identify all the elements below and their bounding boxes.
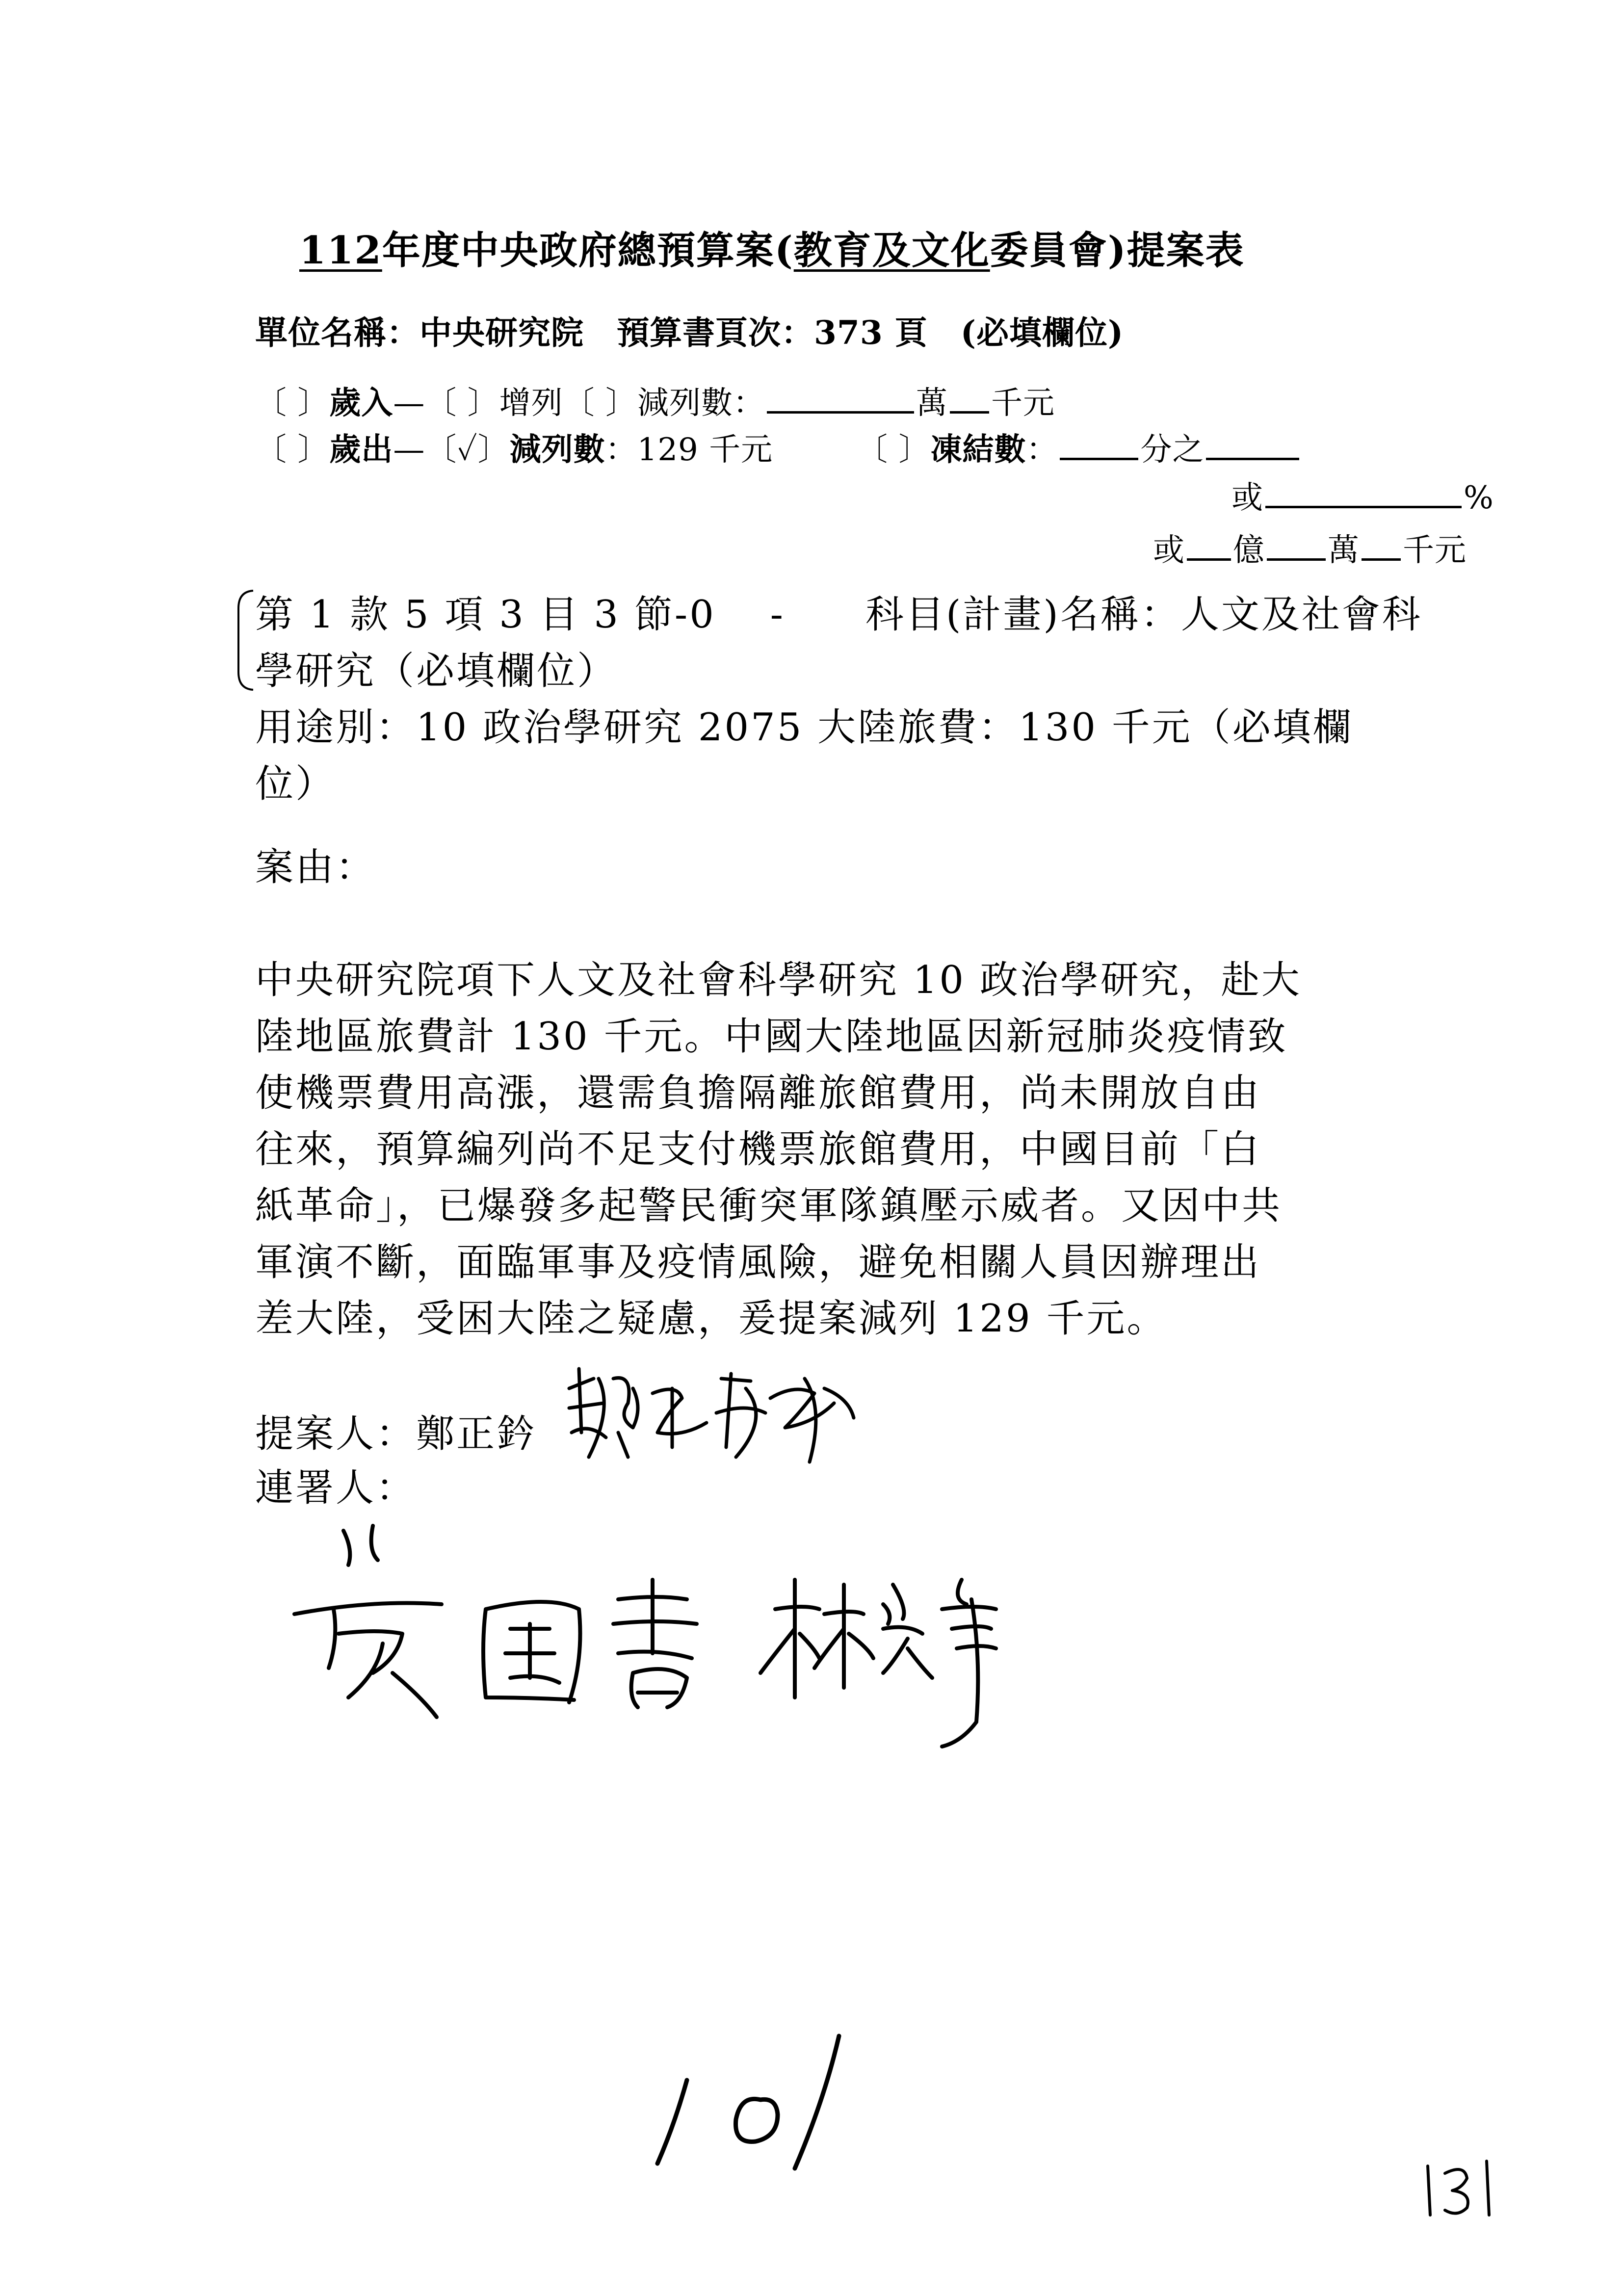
title-part2: 委員會)提案表	[990, 228, 1245, 273]
reduce-label: 減列數	[509, 431, 605, 468]
revenue-box: 〔 〕	[255, 385, 330, 421]
revenue-label: 歲入	[329, 385, 393, 421]
reason-line: 差大陸，受困大陸之疑慮，爰提案減列 129 千元。	[255, 1297, 1167, 1341]
item-line-1: 第 1 款 5 項 3 目 3 節-0 - 科目(計畫)名稱：人文及社會科	[255, 593, 1422, 637]
reason-label: 案由：	[255, 845, 376, 889]
reason-line: 紙革命」，已爆發多起警民衝突軍隊鎮壓示威者。又因中共	[255, 1184, 1283, 1228]
expense-label: 歲出	[329, 431, 393, 468]
reason-line: 往來，預算編列尚不足支付機票旅館費用，中國目前「白	[255, 1127, 1261, 1172]
revenue-line	[255, 378, 1055, 423]
title-year: 112	[299, 228, 382, 273]
corner-number	[1418, 2151, 1506, 2225]
page-mark	[648, 2026, 903, 2173]
yi-blank	[1187, 530, 1231, 561]
proposer-label: 提案人：鄭正鈐	[255, 1412, 537, 1456]
usage-line-2: 位）	[255, 762, 336, 806]
expense-box: 〔 〕	[255, 432, 330, 468]
qian-label: 千元	[1403, 532, 1467, 569]
reduce-value: ：129 千元	[605, 432, 773, 468]
revenue-wan-blank	[767, 383, 914, 414]
expense-close: 〕	[477, 432, 510, 468]
reason-line: 使機票費用高漲，還需負擔隔離旅館費用，尚未開放自由	[255, 1071, 1261, 1115]
or-amount-label: 或	[1153, 532, 1185, 569]
title-committee: 教育及文化	[793, 228, 990, 273]
wan-blank	[1267, 530, 1326, 561]
check-mark-icon: ✓	[457, 432, 478, 468]
item-line-2: 學研究（必填欄位）	[255, 649, 618, 693]
reason-line: 中央研究院項下人文及社會科學研究 10 政治學研究，赴大	[255, 958, 1302, 1002]
expense-line	[255, 424, 1301, 470]
freeze-fraction: 分之	[1140, 432, 1205, 468]
freeze-label: 凍結數	[930, 431, 1026, 468]
percent-blank	[1265, 477, 1462, 508]
reason-line: 軍演不斷，面臨軍事及疫情風險，避免相關人員因辦理出	[255, 1240, 1261, 1284]
revenue-wan: 萬	[916, 385, 948, 421]
freeze-box: 〔 〕	[856, 432, 931, 468]
usage-line-1: 用途別：10 政治學研究 2075 大陸旅費：130 千元（必填欄	[255, 705, 1353, 750]
page-title	[299, 220, 1245, 275]
reason-line: 陸地區旅費計 130 千元。中國大陸地區因新冠肺炎疫情致	[255, 1015, 1288, 1059]
or-percent-line	[1231, 472, 1494, 518]
proposer-signature	[559, 1359, 864, 1472]
freeze-numerator-blank	[1060, 429, 1138, 460]
or-percent-label: 或	[1231, 480, 1263, 516]
revenue-options: —〔 〕增列〔 〕減列數：	[393, 385, 765, 421]
unit-line: 單位名稱：中央研究院 預算書頁次：373 頁 (必填欄位)	[255, 313, 1124, 352]
percent-sign: %	[1464, 480, 1494, 516]
qian-blank	[1362, 530, 1401, 561]
revenue-qian: 千元	[991, 385, 1055, 421]
revenue-qian-blank	[950, 383, 989, 414]
freeze-denominator-blank	[1206, 429, 1299, 460]
cosigner-signatures	[275, 1511, 1060, 1756]
or-amount-line	[1153, 525, 1467, 570]
cosigner-label: 連署人：	[255, 1466, 417, 1510]
freeze-colon: ：	[1026, 432, 1058, 468]
expense-dash: —〔	[393, 432, 457, 468]
title-part1: 年度中央政府總預算案(	[382, 228, 794, 273]
item-bracket	[235, 589, 254, 692]
wan-label: 萬	[1328, 532, 1360, 569]
yi-label: 億	[1233, 532, 1265, 569]
